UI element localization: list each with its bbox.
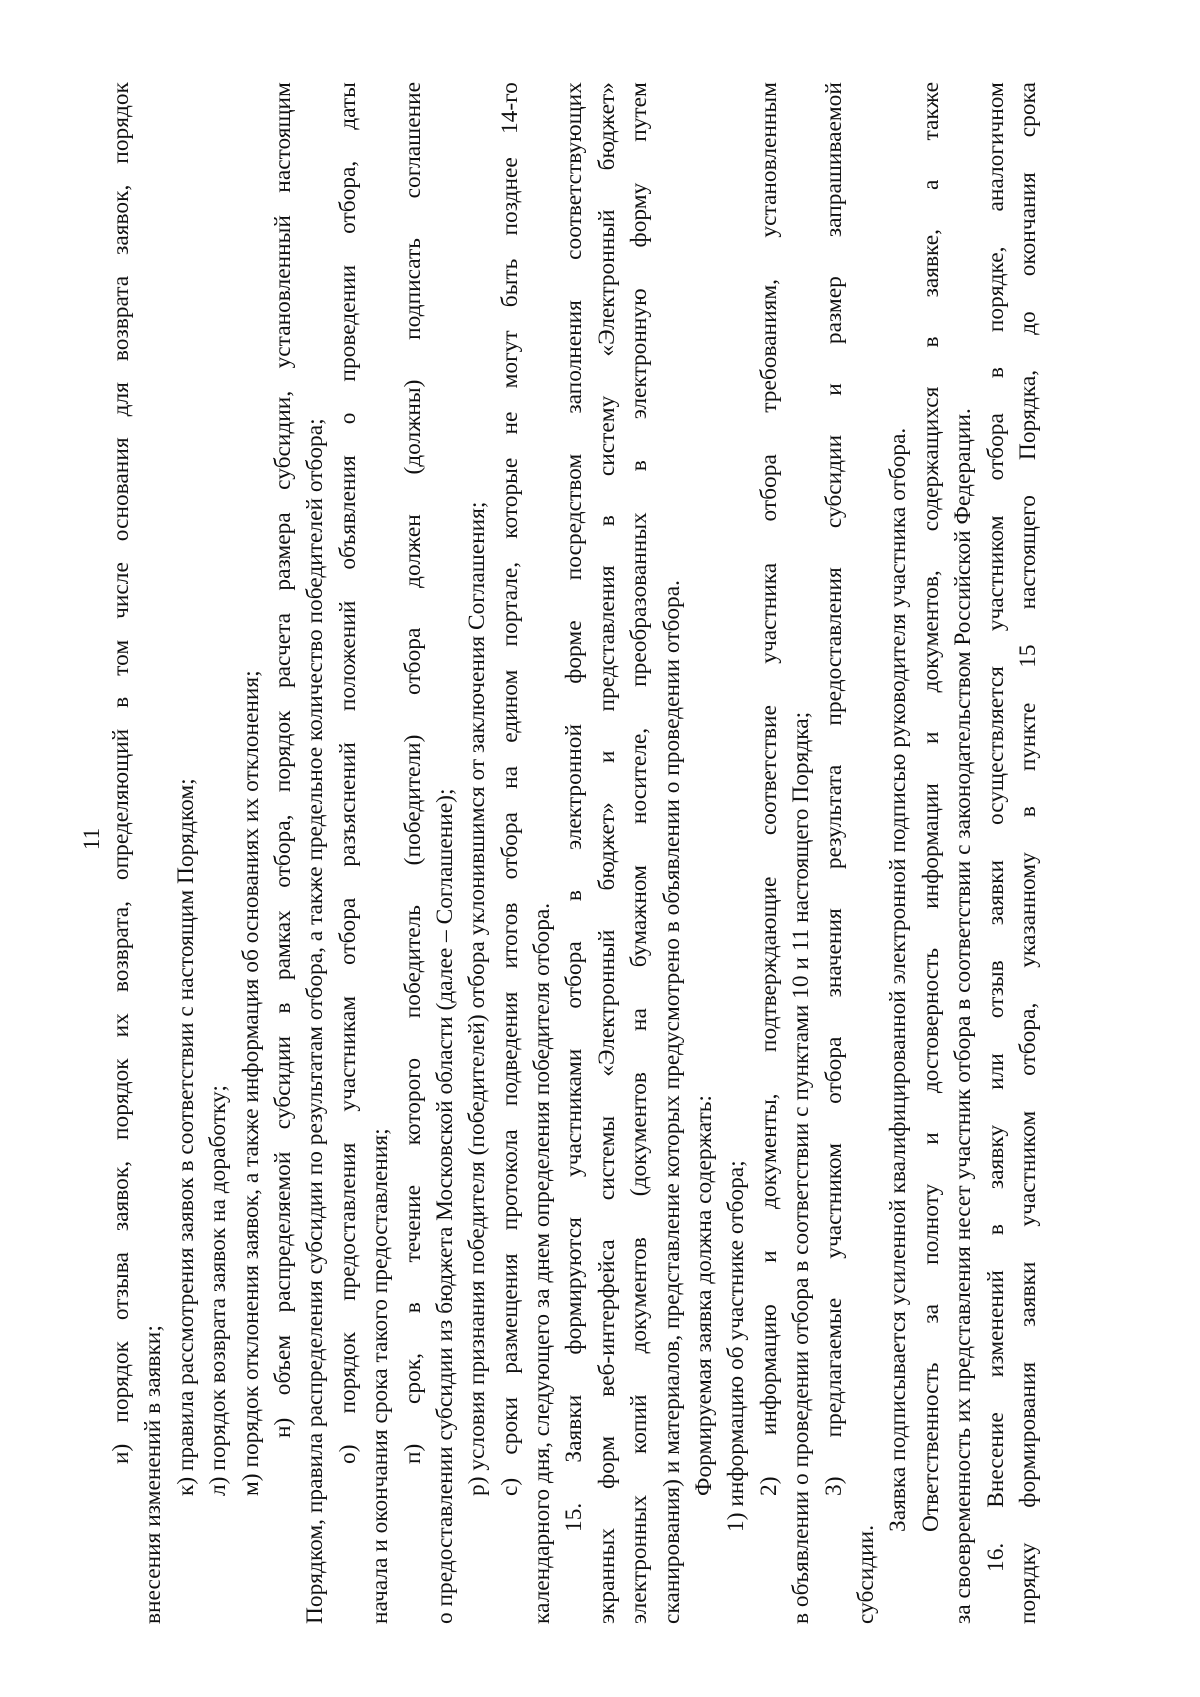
word: изменений — [982, 1270, 1009, 1378]
text-line — [850, 82, 882, 1624]
word: заполнения — [561, 300, 588, 414]
word: электронных — [626, 1494, 653, 1624]
word: в — [626, 460, 653, 472]
word: подтверждающие — [755, 876, 782, 1053]
word: соответствующих — [561, 82, 588, 260]
word: запрашиваемой — [820, 82, 847, 238]
word: систему — [593, 395, 620, 477]
word: носителе, — [626, 727, 653, 825]
word: соответствие — [755, 705, 782, 836]
word: Порядка, — [1014, 369, 1041, 461]
word: окончания — [1014, 172, 1041, 277]
word: электронной — [561, 723, 588, 850]
word: субсидии, — [269, 390, 296, 490]
word: в — [917, 336, 944, 348]
word: заявок, — [108, 184, 134, 255]
word: могут — [496, 330, 523, 389]
word: установленным — [755, 82, 782, 238]
line-text: сканирования) и материалов, представление которых предусмотрено в объявлении о проведении отбора. — [658, 580, 685, 1624]
word: заявок, — [108, 1160, 134, 1232]
word: экранных — [593, 1528, 620, 1624]
word: порядке, — [982, 246, 1009, 333]
word: участниками — [561, 1048, 588, 1177]
word: распределяемой — [269, 1151, 296, 1313]
line-text: субсидии. — [852, 1524, 879, 1624]
word: в — [593, 515, 620, 527]
word: их — [108, 1013, 134, 1038]
word: отбора, — [334, 160, 361, 234]
word: участником — [1014, 1110, 1041, 1227]
text-line — [1012, 82, 1044, 1624]
word: преобразованных — [626, 512, 653, 687]
word: в — [561, 890, 588, 902]
line-text: л) порядок возврата заявок на доработку; — [205, 1085, 232, 1496]
text-line — [429, 82, 461, 1624]
word: порядок — [334, 1331, 361, 1414]
word: порядок — [269, 710, 296, 793]
word: о — [334, 412, 361, 425]
word: должен — [399, 514, 426, 588]
word: аналогичном — [982, 82, 1009, 212]
word: настоящего — [1014, 495, 1041, 610]
text-line — [397, 82, 429, 1624]
word: в — [982, 367, 1009, 379]
word: документов — [626, 1237, 653, 1354]
word: даты — [334, 82, 361, 130]
word: н) — [269, 1417, 296, 1438]
text-line — [235, 82, 267, 1624]
word: 16. — [982, 1542, 1009, 1572]
word: полноту — [917, 1183, 944, 1265]
word: форм — [593, 1435, 620, 1489]
word: форме — [561, 620, 588, 684]
word: участником — [820, 1143, 847, 1259]
word: осуществляется — [982, 666, 1009, 825]
word: формирования — [1014, 1361, 1041, 1508]
word: подведения — [496, 991, 523, 1107]
word: отбора — [561, 941, 588, 1009]
text-line — [688, 82, 720, 1624]
word: протокола — [496, 1129, 523, 1231]
text-line — [980, 82, 1012, 1624]
word: расчета — [269, 613, 296, 689]
word: результата — [820, 764, 847, 870]
text-line — [558, 82, 590, 1624]
line-text: Формируемая заявка должна содержать: — [691, 1095, 718, 1496]
word: бюджет» — [593, 802, 620, 891]
text-line — [623, 82, 655, 1624]
word: отзыв — [982, 960, 1009, 1019]
word: сроки — [496, 1396, 523, 1455]
word: требованиям, — [755, 279, 782, 413]
word: положений — [334, 600, 361, 712]
line-text: к) правила рассмотрения заявок в соответствии с настоящим Порядком; — [172, 778, 199, 1496]
word: размер — [820, 276, 847, 345]
document-body — [105, 82, 1044, 1624]
word: бюджет» — [593, 82, 620, 171]
word: копий — [626, 1394, 653, 1454]
text-line — [882, 82, 914, 1624]
word: отбора, — [269, 814, 296, 888]
line-text: внесения изменений в заявки; — [140, 1325, 167, 1624]
word: до — [1014, 311, 1041, 335]
word: путем — [626, 82, 653, 142]
word: разъяснений — [334, 742, 361, 867]
word: электронную — [626, 288, 653, 420]
word: предоставления — [334, 1142, 361, 1301]
word: в — [269, 1002, 296, 1014]
word: «Электронный — [593, 929, 620, 1077]
word: настоящим — [269, 82, 296, 193]
text-line — [137, 82, 169, 1624]
word: порядку — [1014, 1542, 1041, 1624]
word: порядок — [108, 1058, 134, 1140]
word: участником — [982, 515, 1009, 632]
line-text: в объявлении о проведении отбора в соответствии с пунктами 10 и 11 настоящего Порядка; — [788, 711, 815, 1624]
word: заявку — [982, 1124, 1009, 1190]
word: соглашение — [399, 82, 426, 199]
word: порядок — [108, 1341, 134, 1423]
word: отбора — [982, 413, 1009, 481]
text-line — [202, 82, 234, 1624]
word: посредством — [561, 453, 588, 581]
word: заявки — [1014, 1261, 1041, 1327]
word: 3) — [820, 1476, 847, 1496]
text-line — [332, 82, 364, 1624]
word: и — [820, 383, 847, 396]
word: в — [399, 1302, 426, 1314]
word: информацию — [755, 1304, 782, 1436]
text-line — [818, 82, 850, 1624]
word: документов, — [917, 570, 944, 693]
word: позднее — [496, 157, 523, 236]
word: системы — [593, 1115, 620, 1201]
word: в — [1014, 806, 1041, 818]
text-line — [461, 82, 493, 1624]
word: форму — [626, 182, 653, 248]
word: бумажном — [626, 865, 653, 968]
word: отбора — [496, 812, 523, 880]
word: и — [593, 750, 620, 764]
word: числе — [108, 562, 134, 619]
line-text: м) порядок отклонения заявок, а также информация об основаниях их отклонения; — [237, 670, 264, 1496]
text-line — [170, 82, 202, 1624]
word: едином — [496, 669, 523, 743]
text-line — [267, 82, 299, 1624]
word: пункте — [1014, 702, 1041, 772]
rotated-page — [0, 82, 1200, 1624]
word: размера — [269, 512, 296, 591]
text-line — [526, 82, 558, 1624]
word: для — [108, 382, 134, 417]
word: проведении — [334, 264, 361, 382]
word: 15. — [561, 1502, 588, 1532]
word: также — [917, 82, 944, 141]
word: срок, — [399, 1353, 426, 1404]
word: размещения — [496, 1253, 523, 1374]
line-text: Порядком, правила распределения субсидии по результатам отбора, а также предельное количество победителей отбора; — [302, 418, 329, 1624]
word: участникам — [334, 995, 361, 1112]
word: установленный — [269, 215, 296, 369]
word: том — [108, 639, 134, 676]
text-line — [915, 82, 947, 1624]
text-line — [656, 82, 688, 1624]
text-line — [591, 82, 623, 1624]
word: участника — [755, 562, 782, 664]
word: возврата, — [108, 901, 134, 993]
word: отбора — [334, 897, 361, 965]
word: и — [755, 1250, 782, 1263]
text-line — [753, 82, 785, 1624]
word: не — [496, 411, 523, 435]
word: которые — [496, 457, 523, 539]
word: на — [626, 1008, 653, 1032]
word: (должны) — [399, 379, 426, 475]
word: значения — [820, 908, 847, 998]
word: «Электронный — [593, 209, 620, 357]
text-line — [364, 82, 396, 1624]
word: подписать — [399, 238, 426, 340]
word: рамках — [269, 910, 296, 981]
word: течение — [399, 1184, 426, 1263]
word: отбора — [820, 1036, 847, 1104]
word: и) — [108, 1443, 134, 1464]
page-number: 11 — [79, 827, 104, 851]
word: (победители) — [399, 734, 426, 866]
word: и — [917, 731, 944, 745]
word: основания — [108, 437, 134, 542]
word: 2) — [755, 1476, 782, 1496]
word: предоставления — [820, 567, 847, 726]
word: содержащихся — [917, 386, 944, 532]
word: заявке, — [917, 228, 944, 298]
line-text: р) условия признания победителя (победителей) отбора уклонившимся от заключения Соглашения; — [464, 501, 491, 1496]
word: заявки — [982, 859, 1009, 926]
word: с) — [496, 1477, 523, 1496]
word: представления — [593, 565, 620, 712]
word: информации — [917, 783, 944, 909]
word: (документов — [626, 1072, 653, 1197]
text-line — [947, 82, 979, 1624]
word: 14-го — [496, 82, 523, 135]
word: п) — [399, 1443, 426, 1464]
word: о) — [334, 1444, 361, 1464]
word: Заявки — [561, 1394, 588, 1463]
word: отбора — [399, 627, 426, 695]
word: отзыва — [108, 1252, 134, 1321]
word: определяющий — [108, 728, 134, 881]
word: срока — [1014, 82, 1041, 138]
word: или — [982, 1053, 1009, 1090]
word: Внесение — [982, 1412, 1009, 1508]
word: 15 — [1014, 644, 1041, 668]
word: документы, — [755, 1093, 782, 1209]
word: порядок — [108, 82, 134, 164]
word: портале, — [496, 561, 523, 647]
word: достоверность — [917, 947, 944, 1094]
word: субсидии — [269, 1036, 296, 1130]
word: в — [982, 1224, 1009, 1236]
word: объем — [269, 1334, 296, 1396]
text-line — [105, 82, 137, 1624]
word: формируются — [561, 1217, 588, 1355]
word: веб-интерфейса — [593, 1239, 620, 1397]
word: возврата — [108, 275, 134, 362]
word: за — [917, 1303, 944, 1324]
word: отбора, — [1014, 1002, 1041, 1076]
word: субсидии — [820, 434, 847, 529]
line-text: Заявка подписывается усиленной квалифицированной электронной подписью руководителя участника отбора. — [885, 427, 912, 1532]
line-text: за своевременность их представления несет участник отбора в соответствии с законодательством Российской Федерации. — [950, 408, 977, 1624]
word: указанному — [1014, 852, 1041, 968]
line-text: календарного дня, следующего за днем определения победителя отбора. — [529, 902, 556, 1624]
text-line — [720, 82, 752, 1624]
line-text: 1) информацию об участнике отбора; — [723, 1160, 750, 1532]
word: предлагаемые — [820, 1297, 847, 1438]
text-line — [785, 82, 817, 1624]
word: объявления — [334, 455, 361, 570]
word: и — [917, 1132, 944, 1145]
word: быть — [496, 258, 523, 308]
word: итогов — [496, 902, 523, 969]
word: в — [108, 696, 134, 708]
line-text: начала и окончания срока такого предоставления; — [367, 1128, 394, 1624]
word: Ответственность — [917, 1362, 944, 1532]
line-text: о предоставлении субсидии из бюджета Московской области (далее – Соглашение); — [431, 788, 458, 1624]
word: отбора — [755, 454, 782, 522]
word: победитель — [399, 905, 426, 1019]
word: на — [496, 765, 523, 789]
text-line — [299, 82, 331, 1624]
word: которого — [399, 1057, 426, 1146]
text-line — [494, 82, 526, 1624]
word: а — [917, 179, 944, 190]
